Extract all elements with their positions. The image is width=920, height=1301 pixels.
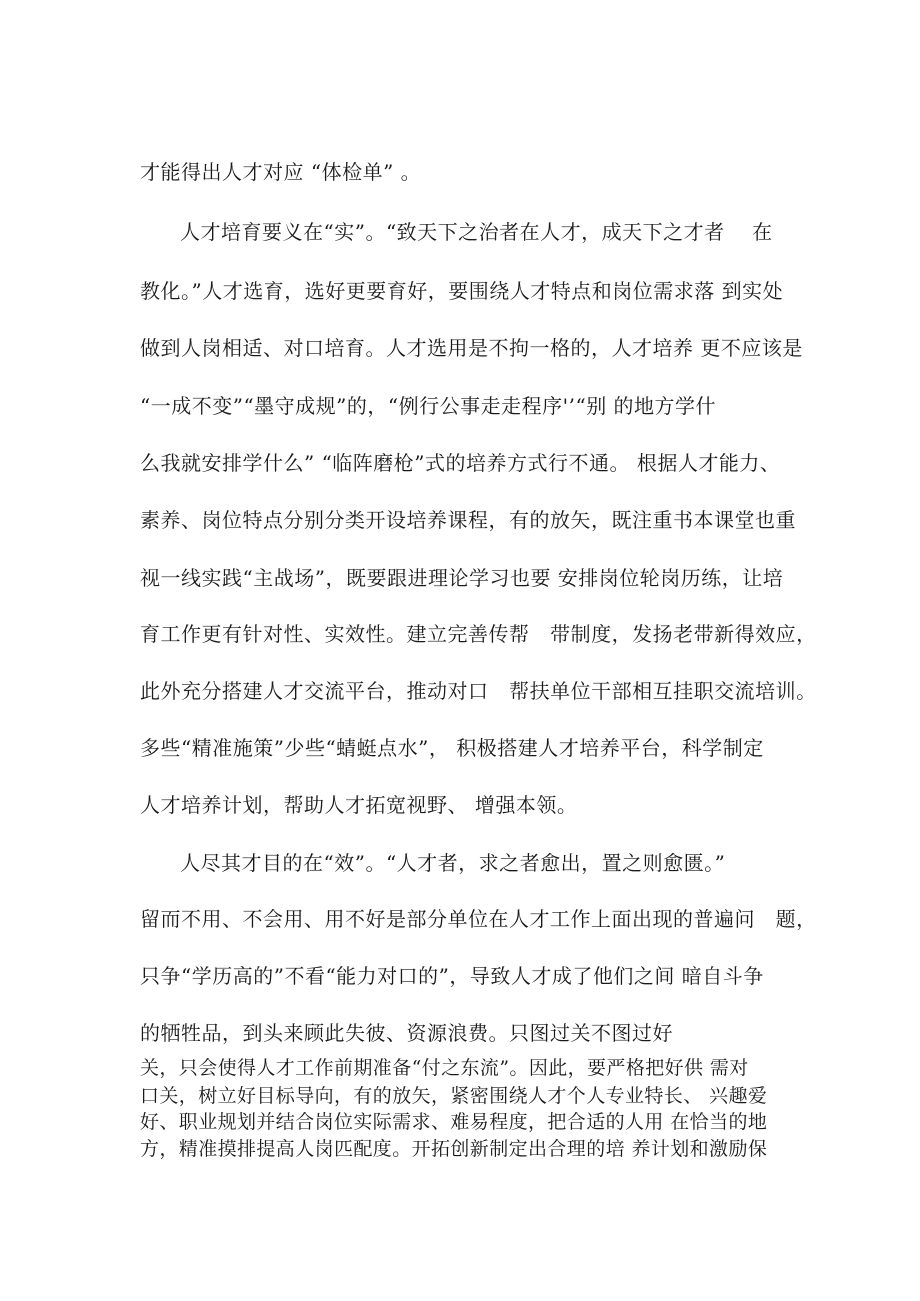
text-line: 育工作更有针对性、实效性。建立完善传帮 带制度，发扬老带新得效应， — [140, 622, 817, 646]
text-line: 才能得出人才对应 “体检单” 。 — [140, 160, 422, 184]
paragraph-start-line: 人尽其才目的在“效”。“人才者，求之者愈出，置之则愈匮。” — [180, 851, 726, 875]
text-line: 方，精准摸排提高人岗匹配度。开拓创新制定出合理的培 养计划和激励保 — [140, 1138, 768, 1160]
text-line: 多些“精准施策”少些“蜻蜓点水”， 积极搭建人才培养平台，科学制定 — [140, 736, 764, 760]
text-line: 只争“学历高的”不看“能力对口的”，导致人才成了他们之间 暗自斗争 — [140, 964, 764, 988]
text-line: 口关，树立好目标导向，有的放矢，紧密围绕人才个人专业特长、 兴趣爱 — [140, 1085, 768, 1107]
text-line: 此外充分搭建人才交流平台，推动对口 帮扶单位干部相互挂职交流培训。 — [140, 679, 817, 703]
text-line: “一成不变”“墨守成规”的，“例行公事走走程序'’“别 的地方学什 — [140, 394, 717, 418]
text-line: 好、职业规划并结合岗位实际需求、难易程度，把合适的人用 在恰当的地 — [140, 1111, 768, 1133]
text-line: 么我就安排学什么” “临阵磨枪”式的培养方式行不通。 根据人才能力、 — [140, 451, 781, 475]
text-line: 视一线实践“主战场”，既要跟进理论学习也要 安排岗位轮岗历练，让培 — [140, 566, 784, 590]
text-line: 关，只会使得人才工作前期准备“付之东流”。因此，要严格把好供 需对 — [140, 1057, 749, 1079]
text-line: 做到人岗相适、对口培育。人才选用是不拘一格的，人才培养 更不应该是 — [140, 336, 803, 360]
text-line: 留而不用、不会用、用不好是部分单位在人才工作上面出现的普遍问 题， — [140, 907, 817, 931]
text-line: 的牺牲品，到头来顾此失彼、资源浪费。只图过关不图过好 — [140, 1021, 673, 1045]
text-line: 人才培养计划，帮助人才拓宽视野、 增强本领。 — [140, 793, 578, 817]
paragraph-start-line: 人才培育要义在“实”。“致天下之治者在人才，成天下之才者 在 — [180, 220, 773, 244]
text-line: 教化。”人才选育，选好更要育好，要围绕人才特点和岗位需求落 到实处 — [140, 279, 784, 303]
text-line: 素养、岗位特点分别分类开设培养课程，有的放矢，既注重书本课堂也重 — [140, 508, 796, 532]
